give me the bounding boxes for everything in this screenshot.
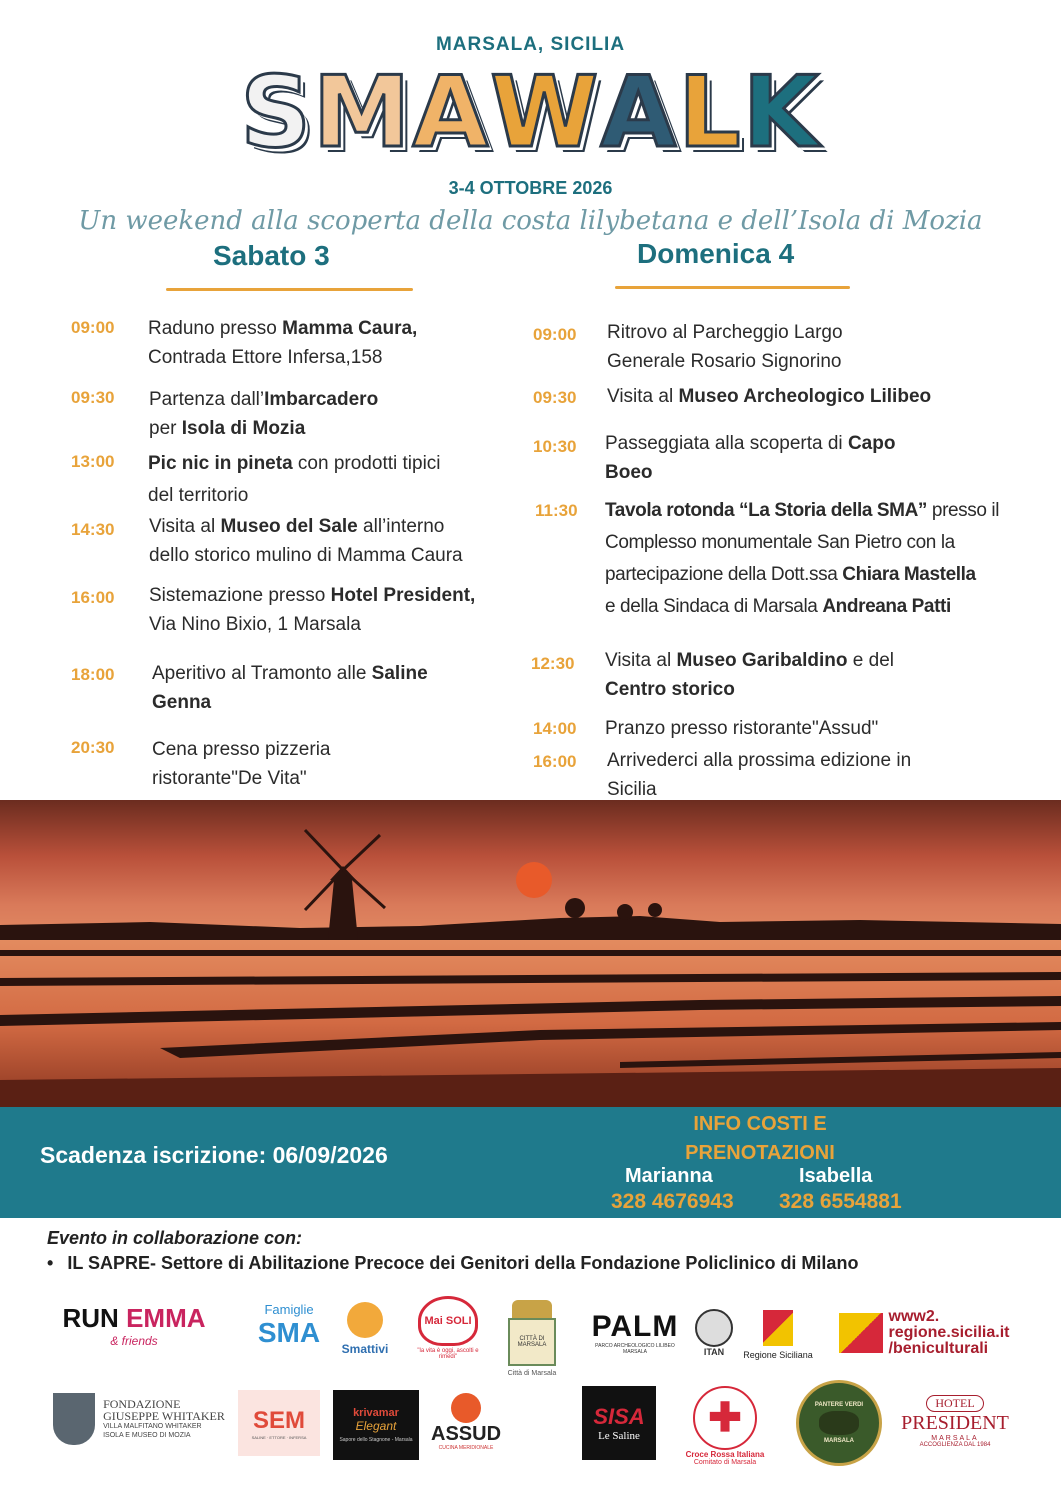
event-description: Cena presso pizzeria ristorante"De Vita"	[152, 739, 331, 789]
sem-logo: SEM SALINE · ETTORE · INFERSA	[238, 1390, 320, 1456]
event-description: Arrivederci alla prossima edizione in Sicilia	[607, 750, 912, 800]
contact-name: Isabella	[799, 1165, 873, 1187]
event-description: Tavola rotonda “La Storia della SMA” presso il Complesso monumentale San Pietro con la partecipazione della Dott.ssa Chiara Mastella e della Sindaca di Marsala Andreana Patti	[605, 500, 1000, 617]
assud-logo: ASSUD CUCINA MERIDIONALE	[434, 1382, 498, 1462]
krivamar-logo: krivamar Elegant Sapore dello Stagnone - Marsala	[333, 1390, 419, 1460]
event-description: Sistemazione presso Hotel President, Via Nino Bixio, 1 Marsala	[149, 585, 476, 635]
event-description: Pranzo presso ristorante"Assud"	[605, 718, 879, 739]
citta-di-marsala-crest: CITTÀ DI MARSALA Città di Marsala	[494, 1288, 570, 1388]
event-description: Partenza dall’Imbarcadero per Isola di Mozia	[149, 389, 379, 439]
event-time: 10:30	[533, 437, 577, 456]
event-time: 11:30	[535, 501, 578, 520]
event-time: 09:00	[71, 318, 115, 337]
event-description: Aperitivo al Tramonto alle Saline Genna	[152, 663, 428, 713]
contact-name: Marianna	[625, 1165, 713, 1187]
hotel-president-logo: HOTEL PRESIDENT MARSALA ACCOGLIENZA DAL 1984	[901, 1395, 1009, 1448]
event-time: 20:30	[71, 738, 115, 757]
event-dates: 3-4 OTTOBRE 2026	[448, 178, 613, 198]
sunday-underline	[615, 286, 850, 289]
logo-letter: A	[412, 56, 491, 170]
palm-logo: PALM PARCO ARCHEOLOGICO LILIBEO MARSALA	[591, 1310, 679, 1355]
logo-letter: W	[490, 56, 601, 170]
event-description: Raduno presso Mamma Caura, Contrada Ettore Infersa,158	[148, 318, 418, 368]
logo-letter: M	[312, 56, 413, 170]
fondazione-whitaker-logo: FONDAZIONE GIUSEPPE WHITAKER VILLA MALFITANO WHITAKER ISOLA E MUSEO DI MOZIA	[46, 1390, 232, 1448]
run-for-emma-logo: RUN EMMA & friends	[62, 1302, 206, 1348]
croce-rossa-logo: ✚ Croce Rossa Italiana Comitato di Marsala	[680, 1380, 770, 1472]
event-time: 09:00	[533, 325, 577, 344]
contact-phone[interactable]: 328 6554881	[779, 1190, 902, 1213]
smawalk-logo	[0, 58, 1061, 168]
event-time: 16:00	[71, 588, 115, 607]
event-description: Visita al Museo Garibaldino e del Centro storico	[605, 650, 894, 700]
saturday-underline	[166, 288, 413, 291]
logo-letter: A	[600, 56, 679, 170]
pantere-verdi-logo: PANTERE VERDI MARSALA	[796, 1380, 882, 1466]
event-time: 13:00	[71, 452, 115, 471]
logo-letter: S	[240, 56, 313, 170]
event-time: 09:30	[71, 388, 115, 407]
event-description: Passeggiata alla scoperta di Capo Boeo	[605, 433, 896, 483]
tagline: Un weekend alla scoperta della costa lilybetana e dell’Isola di Mozia	[78, 206, 983, 236]
collaboration-intro: Evento in collaborazione con:	[47, 1228, 303, 1248]
event-time: 18:00	[71, 665, 115, 684]
event-description: Visita al Museo del Sale all’interno dello storico mulino di Mamma Caura	[149, 516, 463, 566]
location-label: MARSALA, SICILIA	[435, 34, 626, 55]
event-time: 14:00	[533, 719, 577, 738]
collaboration-item: • IL SAPRE- Settore di Abilitazione Precoce dei Genitori della Fondazione Policlinico di Milano	[47, 1253, 859, 1273]
logo-letter: K	[742, 56, 821, 170]
famiglie-sma-logo: Famiglie SMA	[257, 1301, 321, 1348]
sunday-title: Domenica 4	[637, 238, 795, 269]
event-time: 16:00	[533, 752, 577, 771]
sisa-le-saline-logo: SISA Le Saline	[582, 1386, 656, 1460]
mai-soli-logo: Mai SOLI "la vita è oggi, ascolti e rimedi"	[408, 1290, 488, 1366]
event-time: 12:30	[531, 654, 575, 673]
registration-deadline: Scadenza iscrizione: 06/09/2026	[40, 1142, 388, 1168]
event-time: 14:30	[71, 520, 115, 539]
regione-sicilia-beniculturali-logo: www2. regione.sicilia.it /beniculturali	[824, 1308, 1024, 1358]
info-title: INFO COSTI E PRENOTAZIONI	[685, 1113, 835, 1164]
contact-phone[interactable]: 328 4676943	[611, 1190, 734, 1213]
event-description: Pic nic in pineta con prodotti tipici del territorio	[148, 453, 441, 506]
saturday-title: Sabato 3	[213, 240, 330, 271]
itan-logo: ITAN	[692, 1305, 736, 1361]
event-time: 09:30	[533, 388, 577, 407]
saline-sunset-photo	[0, 800, 1061, 1107]
regione-siciliana-logo: Regione Siciliana	[740, 1305, 816, 1365]
logo-letter: L	[678, 56, 743, 170]
smattivi-logo: Smattivi	[332, 1296, 398, 1362]
event-description: Ritrovo al Parcheggio Largo Generale Rosario Signorino	[607, 322, 843, 372]
event-description: Visita al Museo Archeologico Lilibeo	[607, 386, 932, 407]
